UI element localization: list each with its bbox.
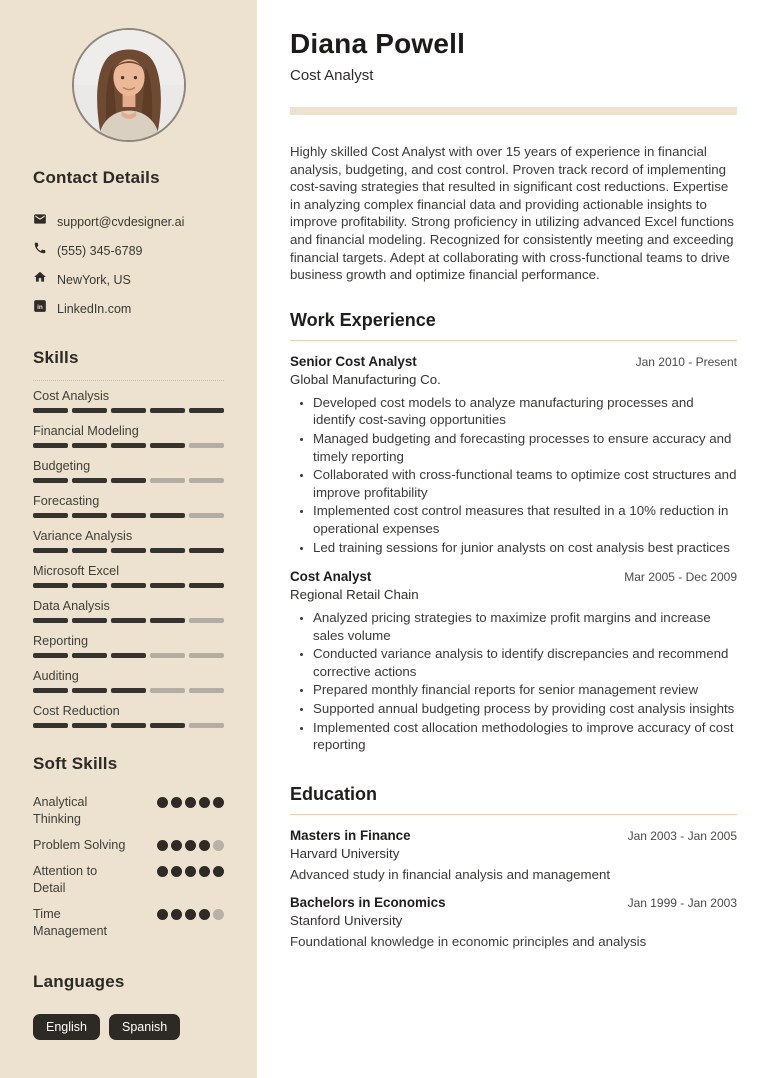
rating-segment <box>150 478 185 483</box>
avatar <box>72 28 186 142</box>
email-icon <box>33 212 47 231</box>
rating-segment <box>33 688 68 693</box>
sidebar <box>0 0 257 1078</box>
job-entry-header <box>290 354 737 369</box>
skill-level-meter <box>33 618 224 623</box>
job-bullet: • Implemented cost allocation methodologies to improve accuracy of cost reporting <box>313 719 737 754</box>
soft-skill-item <box>33 837 224 854</box>
linkedin-icon <box>33 299 47 318</box>
rating-dot <box>157 840 168 851</box>
rating-dot <box>185 909 196 920</box>
education-dates: Jan 2003 - Jan 2005 <box>627 828 737 843</box>
rating-segment <box>111 513 146 518</box>
rating-segment <box>72 618 107 623</box>
avatar-photo-illustration <box>74 30 184 140</box>
skill-item <box>33 424 224 448</box>
rating-segment <box>150 548 185 553</box>
job-bullet-list <box>290 394 737 556</box>
rating-segment <box>72 583 107 588</box>
rating-dot <box>171 840 182 851</box>
rating-dot <box>199 840 210 851</box>
rating-dot <box>213 866 224 877</box>
rating-segment <box>111 618 146 623</box>
rating-segment <box>72 443 107 448</box>
contact-item-text: support@cvdesigner.ai <box>57 214 185 229</box>
education-entry <box>290 895 737 949</box>
education-entry-header <box>290 828 737 843</box>
soft-skills-list <box>33 794 224 940</box>
degree-title: Bachelors in Economics <box>290 894 446 910</box>
avatar-wrap <box>33 28 224 142</box>
skill-label: Cost Analysis <box>33 389 110 403</box>
skills-list <box>33 389 224 728</box>
rating-dot <box>213 909 224 920</box>
job-dates: Mar 2005 - Dec 2009 <box>624 570 737 585</box>
rating-segment <box>72 723 107 728</box>
school-name: Harvard University <box>290 845 400 861</box>
person-name: Diana Powell <box>290 28 466 59</box>
education-section <box>290 828 737 949</box>
education-entry <box>290 828 737 882</box>
contact-list <box>33 212 224 318</box>
soft-skills-heading: Soft Skills <box>33 754 118 773</box>
rating-segment <box>189 478 224 483</box>
rating-segment <box>33 513 68 518</box>
rating-segment <box>150 443 185 448</box>
skill-level-meter <box>33 688 224 693</box>
rating-segment <box>72 478 107 483</box>
rating-segment <box>189 548 224 553</box>
job-bullet: • Led training sessions for junior analysts on cost analysis best practices <box>313 539 737 557</box>
rating-segment <box>189 618 224 623</box>
job-bullet: • Implemented cost control measures that resulted in a 10% reduction in operational expenses <box>313 502 737 537</box>
contact-item-text: (555) 345-6789 <box>57 243 143 258</box>
skill-item <box>33 599 224 623</box>
rating-segment <box>189 688 224 693</box>
work-experience-heading: Work Experience <box>290 310 737 341</box>
school-name: Stanford University <box>290 912 403 928</box>
rating-dot <box>157 909 168 920</box>
rating-segment <box>33 723 68 728</box>
language-pill: Spanish <box>109 1014 180 1040</box>
skill-level-meter <box>33 583 224 588</box>
rating-dot <box>213 840 224 851</box>
rating-segment <box>33 408 68 413</box>
professional-summary: Highly skilled Cost Analyst with over 15 years of experience in financial analysis, budgeting, and cost control. Proven track record of implementing cost-saving strategies that resulted in significant cost reductions. Expertise in analyzing complex financial data and providing actionable insights to improve profitability. Strong proficiency in utilizing advanced Excel functions and financial modeling. Recognized for consistently meeting and exceeding financial targets. Adept at collaborating with cross-functional teams to drive business growth and optimize financial performance. <box>290 144 734 283</box>
education-description: Foundational knowledge in economic principles and analysis <box>290 933 647 949</box>
skill-item <box>33 669 224 693</box>
contact-heading: Contact Details <box>33 168 160 187</box>
skill-level-meter <box>33 513 224 518</box>
rating-segment <box>150 618 185 623</box>
rating-segment <box>72 688 107 693</box>
languages-heading: Languages <box>33 972 125 991</box>
contact-item-text: LinkedIn.com <box>57 301 132 316</box>
job-bullet: • Developed cost models to analyze manufacturing processes and identify cost-saving opportunities <box>313 394 737 429</box>
skill-item <box>33 564 224 588</box>
skill-label: Variance Analysis <box>33 529 133 543</box>
rating-segment <box>111 478 146 483</box>
skill-level-meter <box>33 723 224 728</box>
skills-heading: Skills <box>33 348 224 381</box>
rating-segment <box>150 583 185 588</box>
job-title: Cost Analyst <box>290 569 372 585</box>
rating-segment <box>189 583 224 588</box>
skill-item <box>33 529 224 553</box>
soft-skill-label: Attention to Detail <box>33 864 98 895</box>
rating-segment <box>189 443 224 448</box>
job-bullet: • Collaborated with cross-functional teams to optimize cost structures and improve profitability <box>313 466 737 501</box>
rating-dot <box>171 866 182 877</box>
skill-item <box>33 634 224 658</box>
rating-dot <box>171 909 182 920</box>
rating-segment <box>111 443 146 448</box>
education-description: Advanced study in financial analysis and management <box>290 866 611 882</box>
home-icon <box>33 270 47 289</box>
rating-dot <box>171 797 182 808</box>
rating-segment <box>33 443 68 448</box>
rating-segment <box>72 653 107 658</box>
skill-label: Reporting <box>33 634 89 648</box>
skill-label: Data Analysis <box>33 599 110 613</box>
rating-dot <box>185 840 196 851</box>
rating-segment <box>111 688 146 693</box>
rating-segment <box>33 583 68 588</box>
skill-level-meter <box>33 443 224 448</box>
rating-dot <box>213 797 224 808</box>
skill-item <box>33 704 224 728</box>
rating-segment <box>72 408 107 413</box>
header-divider-bar <box>290 107 737 115</box>
soft-skill-label: Analytical Thinking <box>33 795 88 826</box>
skill-label: Budgeting <box>33 459 91 473</box>
job-bullet: • Supported annual budgeting process by providing cost analysis insights <box>313 700 737 718</box>
soft-skill-item <box>33 906 224 940</box>
skill-item <box>33 494 224 518</box>
rating-segment <box>72 513 107 518</box>
rating-segment <box>189 723 224 728</box>
job-dates: Jan 2010 - Present <box>635 354 737 369</box>
job-company: Global Manufacturing Co. <box>290 371 441 387</box>
rating-segment <box>111 653 146 658</box>
skill-label: Microsoft Excel <box>33 564 120 578</box>
languages-list <box>33 1014 224 1040</box>
degree-title: Masters in Finance <box>290 827 411 843</box>
main-content <box>257 0 768 1078</box>
rating-dot <box>185 866 196 877</box>
job-entry <box>290 354 737 556</box>
job-bullet-list <box>290 609 737 754</box>
education-dates: Jan 1999 - Jan 2003 <box>627 895 737 910</box>
soft-skill-dots-meter <box>157 794 224 808</box>
job-company: Regional Retail Chain <box>290 587 419 603</box>
rating-segment <box>33 548 68 553</box>
skill-label: Financial Modeling <box>33 424 139 438</box>
job-bullet: • Analyzed pricing strategies to maximize profit margins and increase sales volume <box>313 609 737 644</box>
skill-level-meter <box>33 478 224 483</box>
job-entry-header <box>290 569 737 584</box>
job-bullet: • Managed budgeting and forecasting processes to ensure accuracy and timely reporting <box>313 430 737 465</box>
soft-skill-label: Problem Solving <box>33 838 126 852</box>
rating-dot <box>199 909 210 920</box>
job-bullet: • Conducted variance analysis to identify discrepancies and recommend corrective actions <box>313 645 737 680</box>
contact-item <box>33 270 224 289</box>
phone-icon <box>33 241 47 260</box>
soft-skill-label: Time Management <box>33 907 108 938</box>
rating-segment <box>150 408 185 413</box>
job-bullet: • Prepared monthly financial reports for senior management review <box>313 681 737 699</box>
job-title: Senior Cost Analyst <box>290 353 417 369</box>
rating-segment <box>111 548 146 553</box>
contact-item-text: NewYork, US <box>57 272 131 287</box>
education-entry-header <box>290 895 737 910</box>
rating-dot <box>199 797 210 808</box>
rating-dot <box>185 797 196 808</box>
rating-segment <box>189 513 224 518</box>
skill-item <box>33 389 224 413</box>
rating-dot <box>199 866 210 877</box>
skill-label: Cost Reduction <box>33 704 120 718</box>
contact-item <box>33 241 224 260</box>
language-pill: English <box>33 1014 100 1040</box>
soft-skill-dots-meter <box>157 837 224 851</box>
skill-label: Auditing <box>33 669 79 683</box>
education-heading: Education <box>290 784 737 815</box>
skill-label: Forecasting <box>33 494 100 508</box>
skill-level-meter <box>33 548 224 553</box>
rating-segment <box>150 653 185 658</box>
rating-segment <box>111 408 146 413</box>
rating-segment <box>111 723 146 728</box>
rating-dot <box>157 797 168 808</box>
contact-item <box>33 299 224 318</box>
soft-skill-dots-meter <box>157 863 224 877</box>
soft-skill-dots-meter <box>157 906 224 920</box>
rating-segment <box>33 653 68 658</box>
rating-segment <box>72 548 107 553</box>
contact-item <box>33 212 224 231</box>
rating-segment <box>150 688 185 693</box>
rating-dot <box>157 866 168 877</box>
rating-segment <box>111 583 146 588</box>
soft-skill-item <box>33 794 224 828</box>
work-experience-section <box>290 354 737 754</box>
person-job-title: Cost Analyst <box>290 67 374 84</box>
rating-segment <box>189 408 224 413</box>
svg-text:in: in <box>37 303 43 311</box>
job-entry <box>290 569 737 754</box>
rating-segment <box>150 513 185 518</box>
rating-segment <box>189 653 224 658</box>
skill-item <box>33 459 224 483</box>
skill-level-meter <box>33 653 224 658</box>
skill-level-meter <box>33 408 224 413</box>
rating-segment <box>150 723 185 728</box>
soft-skill-item <box>33 863 224 897</box>
rating-segment <box>33 478 68 483</box>
rating-segment <box>33 618 68 623</box>
